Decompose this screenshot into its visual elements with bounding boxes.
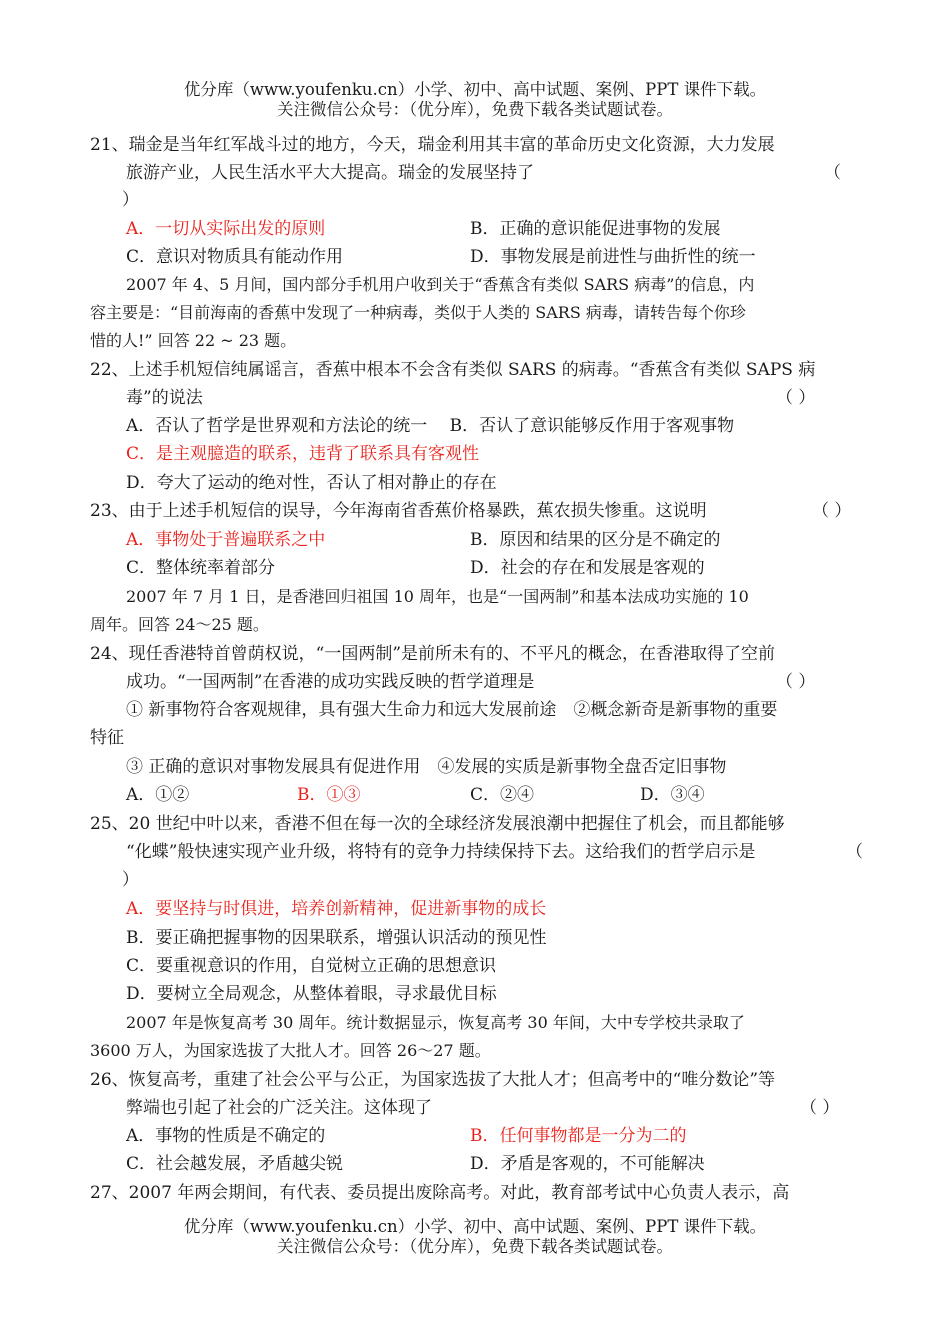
q24-line-1: 24、现任香港特首曾荫权说，“一国两制”是前所未有的、不平凡的概念，在香港取得了空前 <box>90 644 776 664</box>
q21-option-a: A．一切从实际出发的原则 <box>126 219 326 239</box>
intro22-line-1: 2007 年 4、5 月间，国内部分手机用户收到关于“香蕉含有类似 SARS 病毒”的信息，内 <box>126 275 755 294</box>
q22-line-1: 22、上述手机短信纯属谣言，香蕉中根本不会含有类似 SARS 的病毒。“香蕉含有类似 SAPS 病 <box>90 360 816 380</box>
q25-option-c: C．要重视意识的作用，自觉树立正确的思想意识 <box>126 956 497 976</box>
q23-paren: （ ） <box>812 501 852 521</box>
q25-option-d: D．要树立全局观念，从整体着眼，寻求最优目标 <box>126 984 497 1004</box>
q21-line-2: 旅游产业，人民生活水平大大提高。瑞金的发展坚持了 <box>126 163 534 183</box>
q25-paren-close: ） <box>122 870 139 890</box>
intro26-line-1: 2007 年是恢复高考 30 周年。统计数据显示，恢复高考 30 年间，大中专学校共录取了 <box>126 1013 745 1032</box>
q26-option-d: D．矛盾是客观的，不可能解决 <box>470 1154 705 1174</box>
q21-paren-close: ） <box>122 190 139 210</box>
q24-option-b: B．①③ <box>297 785 361 805</box>
q21-option-b: B．正确的意识能促进事物的发展 <box>470 219 721 239</box>
intro24-line-2: 周年。回答 24～25 题。 <box>90 615 269 634</box>
q23-line-1: 23、由于上述手机短信的误导，今年海南省香蕉价格暴跌，蕉农损失惨重。这说明 <box>90 501 707 521</box>
q23-option-c: C．整体统率着部分 <box>126 558 276 578</box>
q24-line-2: 成功。“一国两制”在香港的成功实践反映的哲学道理是 <box>126 672 535 692</box>
q24-item-2-cont: 特征 <box>90 728 124 748</box>
q24-option-c: C．②④ <box>470 785 535 805</box>
q25-option-a: A．要坚持与时俱进，培养创新精神，促进新事物的成长 <box>126 899 547 919</box>
q24-option-a: A．①② <box>126 785 190 805</box>
q26-line-1: 26、恢复高考，重建了社会公平与公正，为国家选拔了大批人才；但高考中的“唯分数论”等 <box>90 1070 776 1090</box>
q21-option-d: D．事物发展是前进性与曲折性的统一 <box>470 247 756 267</box>
q24-items-3-4: ③ 正确的意识对事物发展具有促进作用 ④发展的实质是新事物全盘否定旧事物 <box>126 757 727 777</box>
q22-option-d: D．夸大了运动的绝对性，否认了相对静止的存在 <box>126 473 497 493</box>
intro24-line-1: 2007 年 7 月 1 日，是香港回归祖国 10 周年，也是“一国两制”和基本法成功实施的 10 <box>126 587 749 606</box>
q22-paren: （ ） <box>776 388 816 408</box>
q24-items-1-2: ① 新事物符合客观规律，具有强大生命力和远大发展前途 ②概念新奇是新事物的重要 <box>126 700 778 720</box>
intro22-line-3: 惜的人!” 回答 22 ~ 23 题。 <box>90 331 297 350</box>
q21-option-c: C．意识对物质具有能动作用 <box>126 247 344 267</box>
intro22-line-2: 容主要是：“目前海南的香蕉中发现了一种病毒，类似于人类的 SARS 病毒，请转告每个你珍 <box>90 303 746 322</box>
header-line-1: 优分库（www.youfenku.cn）小学、初中、高中试题、案例、PPT 课件下载。 <box>183 80 767 99</box>
intro26-line-2: 3600 万人，为国家选拔了大批人才。回答 26～27 题。 <box>90 1041 491 1060</box>
q23-option-a: A．事物处于普遍联系之中 <box>126 530 326 550</box>
q26-option-b: B．任何事物都是一分为二的 <box>470 1126 687 1146</box>
q22-options-ab: A．否认了哲学是世界观和方法论的统一 B．否认了意识能够反作用于客观事物 <box>126 416 735 436</box>
q26-line-2: 弊端也引起了社会的广泛关注。这体现了 <box>126 1098 432 1118</box>
header-line-2: 关注微信公众号：（优分库），免费下载各类试题试卷。 <box>277 100 673 119</box>
q24-option-d: D．③④ <box>640 785 705 805</box>
q22-line-2: 毒”的说法 <box>126 388 203 408</box>
q27-line-1: 27、2007 年两会期间，有代表、委员提出废除高考。对此，教育部考试中心负责人表示，高 <box>90 1183 790 1203</box>
footer-line-1: 优分库（www.youfenku.cn）小学、初中、高中试题、案例、PPT 课件下载。 <box>183 1217 767 1236</box>
q26-option-a: A．事物的性质是不确定的 <box>126 1126 326 1146</box>
q21-paren-open: （ <box>824 163 841 183</box>
footer-line-2: 关注微信公众号：（优分库），免费下载各类试题试卷。 <box>277 1237 673 1256</box>
q24-paren: （ ） <box>776 672 816 692</box>
q26-paren: （ ） <box>800 1098 840 1118</box>
q21-line-1: 21、瑞金是当年红军战斗过的地方，今天，瑞金利用其丰富的革命历史文化资源，大力发展 <box>90 135 775 155</box>
q25-line-2: “化蝶”般快速实现产业升级，将特有的竞争力持续保持下去。这给我们的哲学启示是 <box>126 842 756 862</box>
q22-option-c: C．是主观臆造的联系，违背了联系具有客观性 <box>126 444 480 464</box>
q26-option-c: C．社会越发展，矛盾越尖锐 <box>126 1154 344 1174</box>
q25-paren-open: （ <box>846 842 863 862</box>
q23-option-d: D．社会的存在和发展是客观的 <box>470 558 705 578</box>
q25-option-b: B．要正确把握事物的因果联系，增强认识活动的预见性 <box>126 928 547 948</box>
q23-option-b: B．原因和结果的区分是不确定的 <box>470 530 721 550</box>
q25-line-1: 25、20 世纪中叶以来，香港不但在每一次的全球经济发展浪潮中把握住了机会，而且都能够 <box>90 814 785 834</box>
